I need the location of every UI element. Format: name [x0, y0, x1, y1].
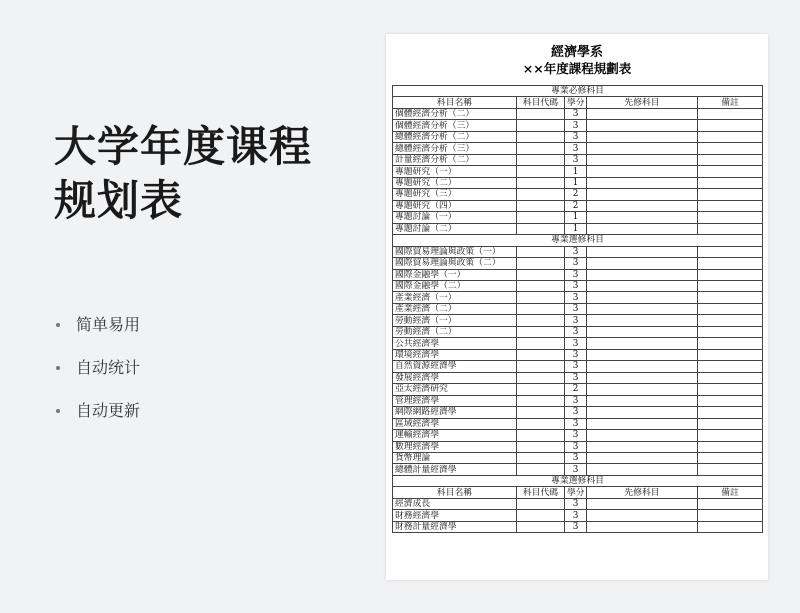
table-cell	[587, 303, 698, 314]
table-row	[393, 361, 763, 372]
table-cell	[517, 212, 565, 223]
table-cell: 個體經濟分析（二）	[393, 108, 517, 119]
table-row	[393, 441, 763, 452]
table-cell: 專題研究（一）	[393, 166, 517, 177]
column-header: 先修科目	[587, 97, 698, 108]
table-cell: 經濟成長	[393, 498, 517, 509]
table-cell: 亞太經濟研究	[393, 384, 517, 395]
table-row	[393, 384, 763, 395]
table-cell	[698, 315, 763, 326]
table-cell	[698, 441, 763, 452]
table-row	[393, 177, 763, 188]
feature-item	[56, 396, 140, 439]
table-cell: 3	[565, 303, 587, 314]
table-cell	[587, 315, 698, 326]
table-cell: 3	[565, 395, 587, 406]
table-cell	[587, 349, 698, 360]
section-title-row	[393, 235, 763, 246]
table-cell: 財務計量經濟學	[393, 521, 517, 532]
table-cell	[698, 361, 763, 372]
table-cell: 運輸經濟學	[393, 430, 517, 441]
feature-item	[56, 353, 140, 396]
table-cell	[698, 407, 763, 418]
table-cell	[517, 338, 565, 349]
page-title: 大学年度课程规划表	[54, 122, 313, 225]
table-cell: 3	[565, 338, 587, 349]
table-cell	[698, 521, 763, 532]
table-cell: 發展經濟學	[393, 372, 517, 383]
table-cell: 3	[565, 464, 587, 475]
course-table	[392, 85, 763, 533]
table-cell	[698, 269, 763, 280]
table-cell	[698, 464, 763, 475]
table-cell: 3	[565, 280, 587, 291]
table-row	[393, 189, 763, 200]
table-cell	[587, 212, 698, 223]
table-cell: 3	[565, 510, 587, 521]
table-row	[393, 166, 763, 177]
table-cell	[517, 200, 565, 211]
table-row	[393, 223, 763, 234]
table-row	[393, 521, 763, 532]
table-cell	[698, 143, 763, 154]
table-row	[393, 338, 763, 349]
table-cell	[517, 143, 565, 154]
table-cell: 總體計量經濟學	[393, 464, 517, 475]
table-cell: 國際金融學（一）	[393, 269, 517, 280]
feature-list	[56, 310, 140, 439]
column-header: 備註	[698, 97, 763, 108]
table-cell	[698, 177, 763, 188]
table-cell	[587, 154, 698, 165]
table-cell	[517, 315, 565, 326]
table-cell: 國際貿易理論與政策（二）	[393, 258, 517, 269]
header-row	[393, 487, 763, 498]
table-cell: 國際金融學（二）	[393, 280, 517, 291]
table-cell	[517, 258, 565, 269]
column-header: 學分	[565, 97, 587, 108]
table-row	[393, 292, 763, 303]
table-cell	[587, 361, 698, 372]
table-cell: 3	[565, 361, 587, 372]
section-title: 專業選修科目	[393, 235, 763, 246]
table-cell	[587, 189, 698, 200]
table-row	[393, 246, 763, 257]
table-cell: 3	[565, 441, 587, 452]
table-row	[393, 464, 763, 475]
table-cell	[517, 108, 565, 119]
table-row	[393, 212, 763, 223]
table-cell	[587, 166, 698, 177]
section-title-row	[393, 475, 763, 486]
table-cell	[698, 395, 763, 406]
table-cell	[587, 521, 698, 532]
table-cell	[517, 189, 565, 200]
column-header: 科目代碼	[517, 487, 565, 498]
table-cell	[587, 223, 698, 234]
table-cell	[517, 453, 565, 464]
table-cell: 勞動經濟（一）	[393, 315, 517, 326]
table-cell	[698, 326, 763, 337]
table-cell	[587, 177, 698, 188]
table-cell: 3	[565, 120, 587, 131]
table-row	[393, 372, 763, 383]
table-cell	[517, 441, 565, 452]
table-row	[393, 269, 763, 280]
table-cell	[698, 154, 763, 165]
table-row	[393, 407, 763, 418]
table-cell	[587, 510, 698, 521]
table-cell	[517, 349, 565, 360]
table-cell	[698, 166, 763, 177]
table-cell	[587, 292, 698, 303]
table-cell	[698, 338, 763, 349]
table-cell: 產業經濟（一）	[393, 292, 517, 303]
table-row	[393, 120, 763, 131]
table-cell: 3	[565, 407, 587, 418]
table-cell: 3	[565, 453, 587, 464]
table-row	[393, 315, 763, 326]
table-cell: 計量經濟分析（二）	[393, 154, 517, 165]
column-header: 科目名稱	[393, 97, 517, 108]
table-cell	[698, 120, 763, 131]
table-cell	[698, 212, 763, 223]
table-cell: 總體經濟分析（二）	[393, 131, 517, 142]
table-cell	[587, 464, 698, 475]
table-cell: 1	[565, 212, 587, 223]
bullet-dot-icon	[56, 366, 60, 370]
table-row	[393, 143, 763, 154]
table-cell	[587, 246, 698, 257]
section-title-row	[393, 86, 763, 97]
table-cell	[587, 418, 698, 429]
table-row	[393, 131, 763, 142]
table-cell: 專題研究（四）	[393, 200, 517, 211]
table-cell	[698, 303, 763, 314]
table-cell: 專題研究（二）	[393, 177, 517, 188]
bullet-dot-icon	[56, 323, 60, 327]
table-row	[393, 418, 763, 429]
table-cell	[517, 521, 565, 532]
section-title: 專業必修科目	[393, 86, 763, 97]
table-cell	[587, 269, 698, 280]
table-row	[393, 326, 763, 337]
table-cell	[587, 498, 698, 509]
table-cell: 3	[565, 372, 587, 383]
column-header: 學分	[565, 487, 587, 498]
table-row	[393, 510, 763, 521]
table-cell	[517, 154, 565, 165]
table-cell	[517, 131, 565, 142]
table-row	[393, 453, 763, 464]
doc-title: 經濟學系	[550, 45, 603, 60]
table-cell: 1	[565, 166, 587, 177]
table-cell	[517, 372, 565, 383]
table-cell: 3	[565, 498, 587, 509]
document-preview	[386, 34, 768, 580]
table-cell	[698, 292, 763, 303]
table-cell	[517, 384, 565, 395]
table-cell	[698, 349, 763, 360]
table-cell	[517, 292, 565, 303]
table-cell	[517, 223, 565, 234]
table-cell: 1	[565, 177, 587, 188]
table-cell: 3	[565, 258, 587, 269]
table-cell: 3	[565, 418, 587, 429]
table-row	[393, 258, 763, 269]
table-cell: 3	[565, 521, 587, 532]
table-cell	[698, 108, 763, 119]
table-cell	[517, 361, 565, 372]
table-cell	[698, 384, 763, 395]
table-cell: 2	[565, 200, 587, 211]
table-cell	[517, 269, 565, 280]
table-cell	[587, 120, 698, 131]
table-row	[393, 349, 763, 360]
table-cell	[698, 223, 763, 234]
table-cell: 3	[565, 315, 587, 326]
table-cell: 2	[565, 384, 587, 395]
table-cell	[587, 453, 698, 464]
column-header: 先修科目	[587, 487, 698, 498]
table-cell: 3	[565, 143, 587, 154]
section-title: 專業選修科目	[393, 475, 763, 486]
table-cell	[698, 246, 763, 257]
table-cell: 自然資源經濟學	[393, 361, 517, 372]
table-row	[393, 430, 763, 441]
table-cell: 3	[565, 326, 587, 337]
table-cell: 3	[565, 349, 587, 360]
table-cell: 專題討論（一）	[393, 212, 517, 223]
table-cell	[587, 338, 698, 349]
table-cell	[517, 280, 565, 291]
header-row	[393, 97, 763, 108]
feature-label: 自动更新	[76, 401, 141, 420]
table-cell: 個體經濟分析（三）	[393, 120, 517, 131]
column-header: 科目代碼	[517, 97, 565, 108]
table-cell	[517, 430, 565, 441]
table-cell: 3	[565, 246, 587, 257]
table-cell	[698, 372, 763, 383]
table-cell	[698, 200, 763, 211]
feature-item	[56, 310, 140, 353]
table-row	[393, 108, 763, 119]
table-cell	[587, 407, 698, 418]
table-cell: 公共經濟學	[393, 338, 517, 349]
table-cell	[587, 258, 698, 269]
table-cell: 總體經濟分析（三）	[393, 143, 517, 154]
table-cell: 1	[565, 223, 587, 234]
table-row	[393, 154, 763, 165]
table-cell	[587, 280, 698, 291]
table-cell: 專題討論（二）	[393, 223, 517, 234]
column-header: 備註	[698, 487, 763, 498]
table-cell	[587, 143, 698, 154]
table-cell	[587, 384, 698, 395]
table-cell	[587, 430, 698, 441]
table-cell	[517, 120, 565, 131]
table-cell	[587, 372, 698, 383]
table-row	[393, 395, 763, 406]
table-cell: 3	[565, 292, 587, 303]
table-cell: 2	[565, 189, 587, 200]
table-cell: 管理經濟學	[393, 395, 517, 406]
table-cell	[517, 498, 565, 509]
table-cell	[517, 464, 565, 475]
column-header: 科目名稱	[393, 487, 517, 498]
table-cell	[587, 395, 698, 406]
table-cell	[587, 131, 698, 142]
table-cell	[587, 326, 698, 337]
table-row	[393, 280, 763, 291]
table-cell: 環境經濟學	[393, 349, 517, 360]
table-cell	[698, 498, 763, 509]
table-cell	[698, 430, 763, 441]
table-cell: 貨幣理論	[393, 453, 517, 464]
table-cell: 3	[565, 269, 587, 280]
table-cell	[587, 108, 698, 119]
table-cell: 3	[565, 108, 587, 119]
table-cell	[698, 418, 763, 429]
table-cell: 網際網路經濟學	[393, 407, 517, 418]
table-cell	[517, 246, 565, 257]
table-cell: 3	[565, 154, 587, 165]
table-cell	[517, 326, 565, 337]
table-cell	[698, 189, 763, 200]
table-cell: 3	[565, 131, 587, 142]
table-cell: 勞動經濟（二）	[393, 326, 517, 337]
feature-label: 自动统计	[76, 358, 141, 377]
table-cell: 數理經濟學	[393, 441, 517, 452]
table-row	[393, 200, 763, 211]
table-cell: 產業經濟（二）	[393, 303, 517, 314]
table-cell: 國際貿易理論與政策（一）	[393, 246, 517, 257]
table-cell: 財務經濟學	[393, 510, 517, 521]
table-row	[393, 303, 763, 314]
table-cell	[587, 200, 698, 211]
table-cell	[517, 303, 565, 314]
table-cell	[517, 407, 565, 418]
table-cell: 專題研究（三）	[393, 189, 517, 200]
table-cell	[517, 510, 565, 521]
table-cell	[698, 453, 763, 464]
table-cell	[698, 258, 763, 269]
table-cell	[517, 177, 565, 188]
table-cell: 區域經濟學	[393, 418, 517, 429]
table-cell	[698, 280, 763, 291]
table-cell	[587, 441, 698, 452]
table-cell	[517, 166, 565, 177]
table-cell	[517, 418, 565, 429]
table-cell	[517, 395, 565, 406]
table-cell	[698, 510, 763, 521]
table-row	[393, 498, 763, 509]
bullet-dot-icon	[56, 409, 60, 413]
table-cell	[698, 131, 763, 142]
table-cell: 3	[565, 430, 587, 441]
doc-subtitle: ××年度課程規劃表	[522, 61, 632, 76]
feature-label: 简单易用	[76, 315, 141, 334]
